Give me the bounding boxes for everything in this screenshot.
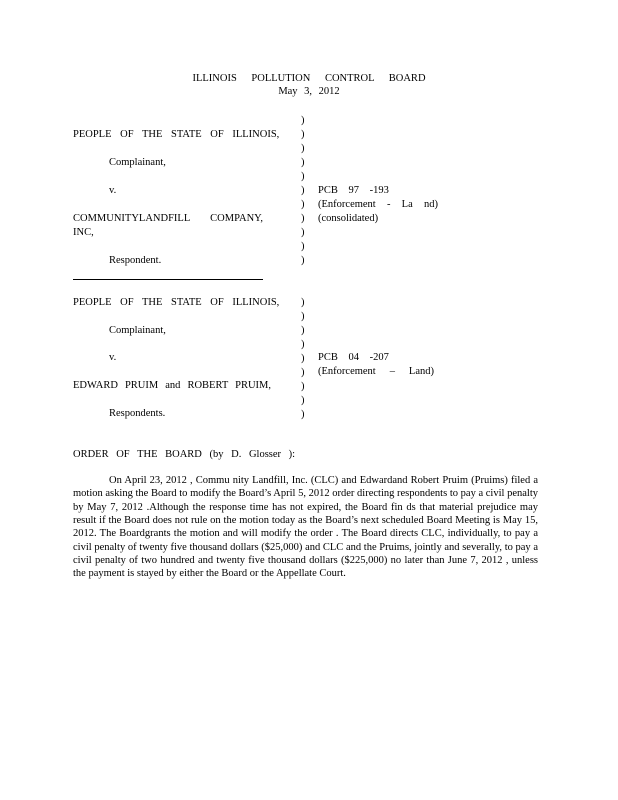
case2-versus: v.: [109, 352, 117, 363]
case1-paren-column: ) ) ) ) ) ) ) ) ) ) ): [301, 115, 305, 266]
case1-note: (consolidated): [318, 213, 379, 224]
case1-people: PEOPLE OF THE STATE OF ILLINOIS,: [73, 129, 280, 140]
case2-people: PEOPLE OF THE STATE OF ILLINOIS,: [73, 297, 280, 308]
case2-complainant: Complainant,: [109, 325, 166, 336]
case2-respondent-name: EDWARD PRUIM and ROBERT PRUIM,: [73, 380, 271, 391]
case2-type: (Enforcement – Land): [318, 366, 434, 377]
case1-versus: v.: [109, 185, 117, 196]
case2-number: PCB 04 -207: [318, 352, 389, 363]
order-date: May 3, 2012: [278, 86, 340, 98]
case1-respondent-name-line2: INC,: [73, 227, 94, 238]
case2-respondent-role: Respondents.: [109, 408, 166, 419]
case1-respondent-role: Respondent.: [109, 255, 162, 266]
order-body: On April 23, 2012 , Commu nity Landfill, Inc. (CLC) and Edwardand Robert Pruim (Pruims) filed a motion asking the Board to modify the Board’s April 5, 2012 order directing respondents to pay a civil penalty by May 7, 2012 .Although the response time has not expired, the Board fin ds that material prejudice may result if the Board does not rule on the motion today as the Board’s next scheduled Board Meeting is May 15, 2012. The Boardgrants the motion and will modify the order . The Board directs CLC, individually, to pay a civil penalty of twenty five thousand dollars ($25,000) and CLC and the Pruims, jointly and severally, to pay a civil penalty of two hundred and twenty five thousand dollars ($225,000) no later than June 7, 2012 , unless the payment is stayed by either the Board or the Appellate Court.: [73, 475, 538, 580]
document-header: [0, 72, 618, 98]
case1-complainant: Complainant,: [109, 157, 166, 168]
case2-paren-column: ) ) ) ) ) ) ) ) ): [301, 297, 305, 420]
board-name: ILLINOIS POLLUTION CONTROL BOARD: [192, 73, 426, 84]
case1-respondent-name-line1: COMMUNITYLANDFILL COMPANY,: [73, 213, 263, 224]
order-heading: ORDER OF THE BOARD (by D. Glosser ):: [73, 449, 296, 460]
case-divider: [73, 279, 263, 280]
case1-type: (Enforcement - La nd): [318, 199, 438, 210]
case1-number: PCB 97 -193: [318, 185, 389, 196]
